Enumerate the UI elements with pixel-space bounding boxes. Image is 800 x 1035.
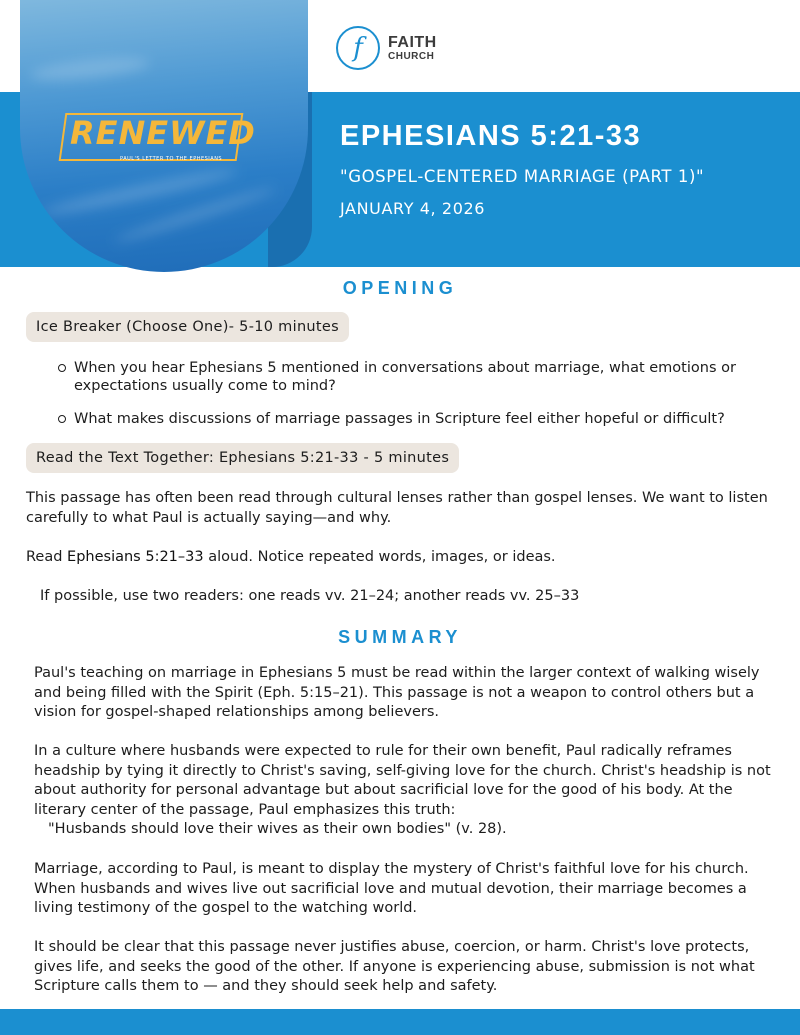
sermon-subtitle: "GOSPEL-CENTERED MARRIAGE (PART 1)" bbox=[340, 167, 705, 186]
read-instruction bbox=[26, 548, 778, 568]
summary-paragraph-2-text: In a culture where husbands were expected to rule for their own benefit, Paul radically reframes headship by tying it directly to Christ's saving, self-giving love for the church. Christ's headship is not about authority for personal advantage but about sacrificial love for the good of his body. At the literary center of the passage, Paul emphasizes this truth: bbox=[34, 743, 771, 818]
readers-note: If possible, use two readers: one reads vv. 21–24; another reads vv. 25–33 bbox=[40, 588, 580, 604]
read-prefix: Read bbox=[26, 549, 68, 565]
icebreaker-questions bbox=[58, 359, 773, 443]
scripture-reference: Ephesians 5:21–33 bbox=[67, 549, 204, 565]
church-name-line2: CHURCH bbox=[388, 51, 435, 62]
summary-paragraph-1: Paul's teaching on marriage in Ephesians 5 must be read within the larger context of walking wisely and being filled with the Spirit (Eph. 5:15–21). This passage is not a weapon to control others but a vision for gospel-shaped relationships among believers. bbox=[34, 665, 760, 720]
page-title: EPHESIANS 5:21-33 bbox=[340, 120, 642, 152]
summary-heading: SUMMARY bbox=[338, 627, 462, 647]
series-subtitle: PAUL'S LETTER TO THE EPHESIANS bbox=[120, 156, 223, 162]
summary-paragraph-3: Marriage, according to Paul, is meant to display the mystery of Christ's faithful love for his church. When husbands and wives live out sacrificial love and mutual devotion, their marriage becomes a living testimony of the gospel to the watching world. bbox=[34, 861, 749, 916]
series-title: RENEWED bbox=[70, 114, 256, 152]
sermon-date: JANUARY 4, 2026 bbox=[340, 199, 486, 218]
opening-heading: OPENING bbox=[342, 278, 458, 298]
footer-band bbox=[0, 1009, 800, 1035]
opening-intro: This passage has often been read through cultural lenses rather than gospel lenses. We want to listen carefully to what Paul is actually saying—and why. bbox=[26, 490, 768, 526]
list-item: What makes discussions of marriage passages in Scripture feel either hopeful or difficult? bbox=[58, 410, 773, 428]
read-text-label: Read the Text Together: Ephesians 5:21-33 - 5 minutes bbox=[26, 443, 459, 473]
read-suffix: aloud. Notice repeated words, images, or ideas. bbox=[203, 549, 556, 565]
summary-paragraph-4: It should be clear that this passage never justifies abuse, coercion, or harm. Christ's love protects, gives life, and seeks the good of the other. If anyone is experiencing abuse, submission is not what Scripture calls them to — and they should seek help and safety. bbox=[34, 939, 755, 994]
scripture-quote: "Husbands should love their wives as their own bodies" (v. 28). bbox=[48, 821, 507, 837]
summary-paragraph-2 bbox=[34, 742, 774, 840]
church-logo-icon: f bbox=[336, 26, 380, 70]
list-item: When you hear Ephesians 5 mentioned in conversations about marriage, what emotions or expectations usually come to mind? bbox=[58, 359, 773, 395]
icebreaker-label: Ice Breaker (Choose One)- 5-10 minutes bbox=[26, 312, 349, 342]
church-name-line1: FAITH bbox=[388, 34, 437, 51]
